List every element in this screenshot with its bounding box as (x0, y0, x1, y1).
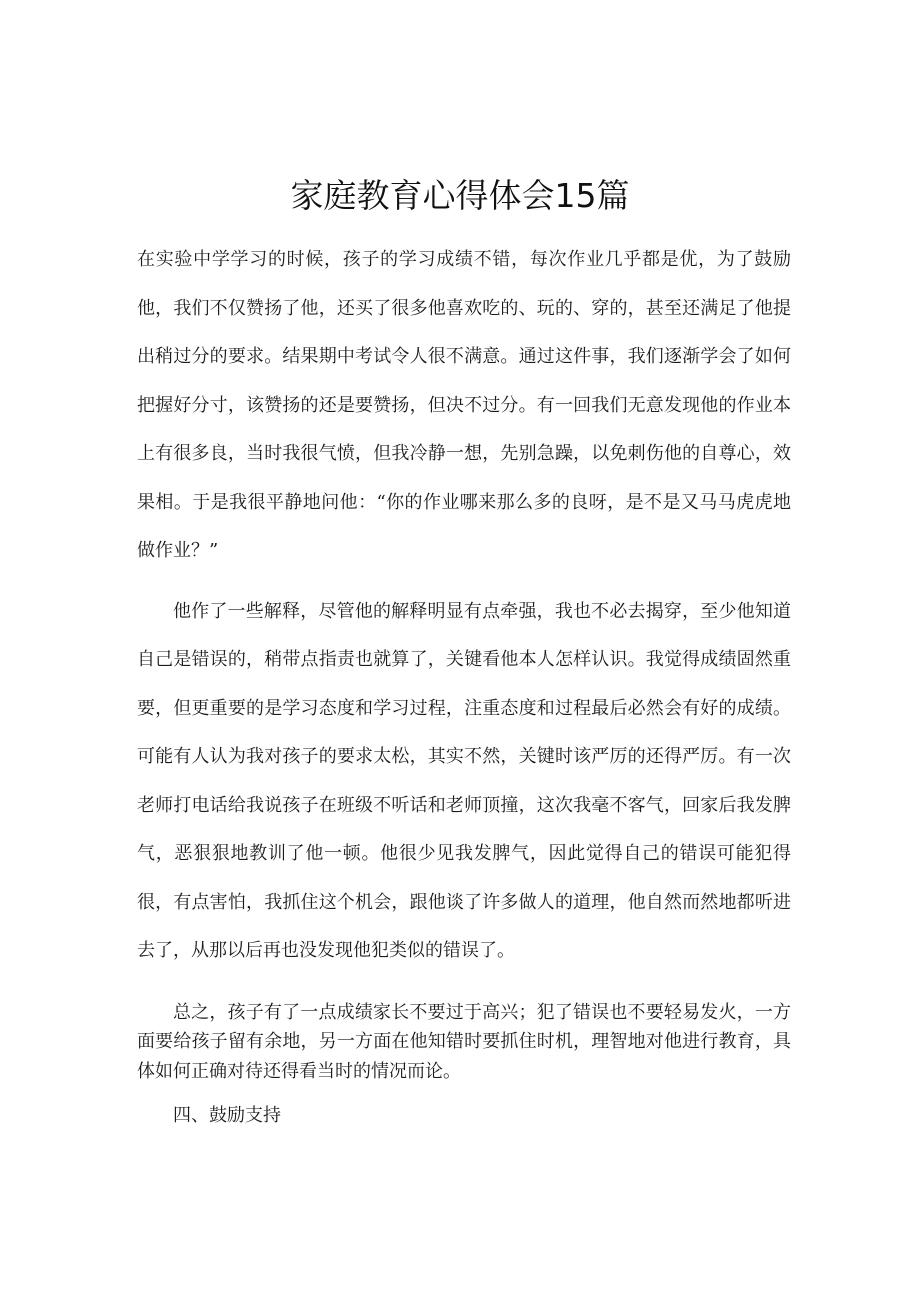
paragraph-2: 他作了一些解释，尽管他的解释明显有点牵强，我也不必去揭穿，至少他知道自己是错误的，稍带点指责也就算了，关键看他本人怎样认识。我觉得成绩固然重要，但更重要的是学习态度和学习过程，注重态度和过程最后必然会有好的成绩。可能有人认为我对孩子的要求太松，其实不然，关键时该严厉的还得严厉。有一次老师打电话给我说孩子在班级不听话和老师顶撞，这次我毫不客气，回家后我发脾气，恶狠狠地教训了他一顿。他很少见我发脾气，因此觉得自己的错误可能犯得很，有点害怕，我抓住这个机会，跟他谈了许多做人的道理，他自然而然地都听进去了，从那以后再也没发现他犯类似的错误了。 (137, 600, 791, 961)
paragraph-1: 在实验中学学习的时候，孩子的学习成绩不错，每次作业几乎都是优，为了鼓励他，我们不仅赞扬了他，还买了很多他喜欢吃的、玩的、穿的，甚至还满足了他提出稍过分的要求。结果期中考试令人很不满意。通过这件事，我们逐渐学会了如何把握好分寸，该赞扬的还是要赞扬，但决不过分。有一回我们无意发现他的作业本上有很多良，当时我很气愤，但我冷静一想，先别急躁，以免刺伤他的自尊心，效果相。于是我很平静地问他：“你的作业哪来那么多的良呀，是不是又马马虎虎地做作业？” (137, 249, 791, 561)
document-title: 家庭教育心得体会15篇 (290, 176, 630, 216)
section-heading: 四、鼓励支持 (173, 1105, 281, 1126)
document-body (137, 236, 791, 1131)
paragraph-3: 总之，孩子有了一点成绩家长不要过于高兴；犯了错误也不要轻易发火，一方面要给孩子留有余地，另一方面在他知错时要抓住时机，理智地对他进行教育，具体如何正确对待还得看当时的情况而论。 (137, 1001, 791, 1082)
